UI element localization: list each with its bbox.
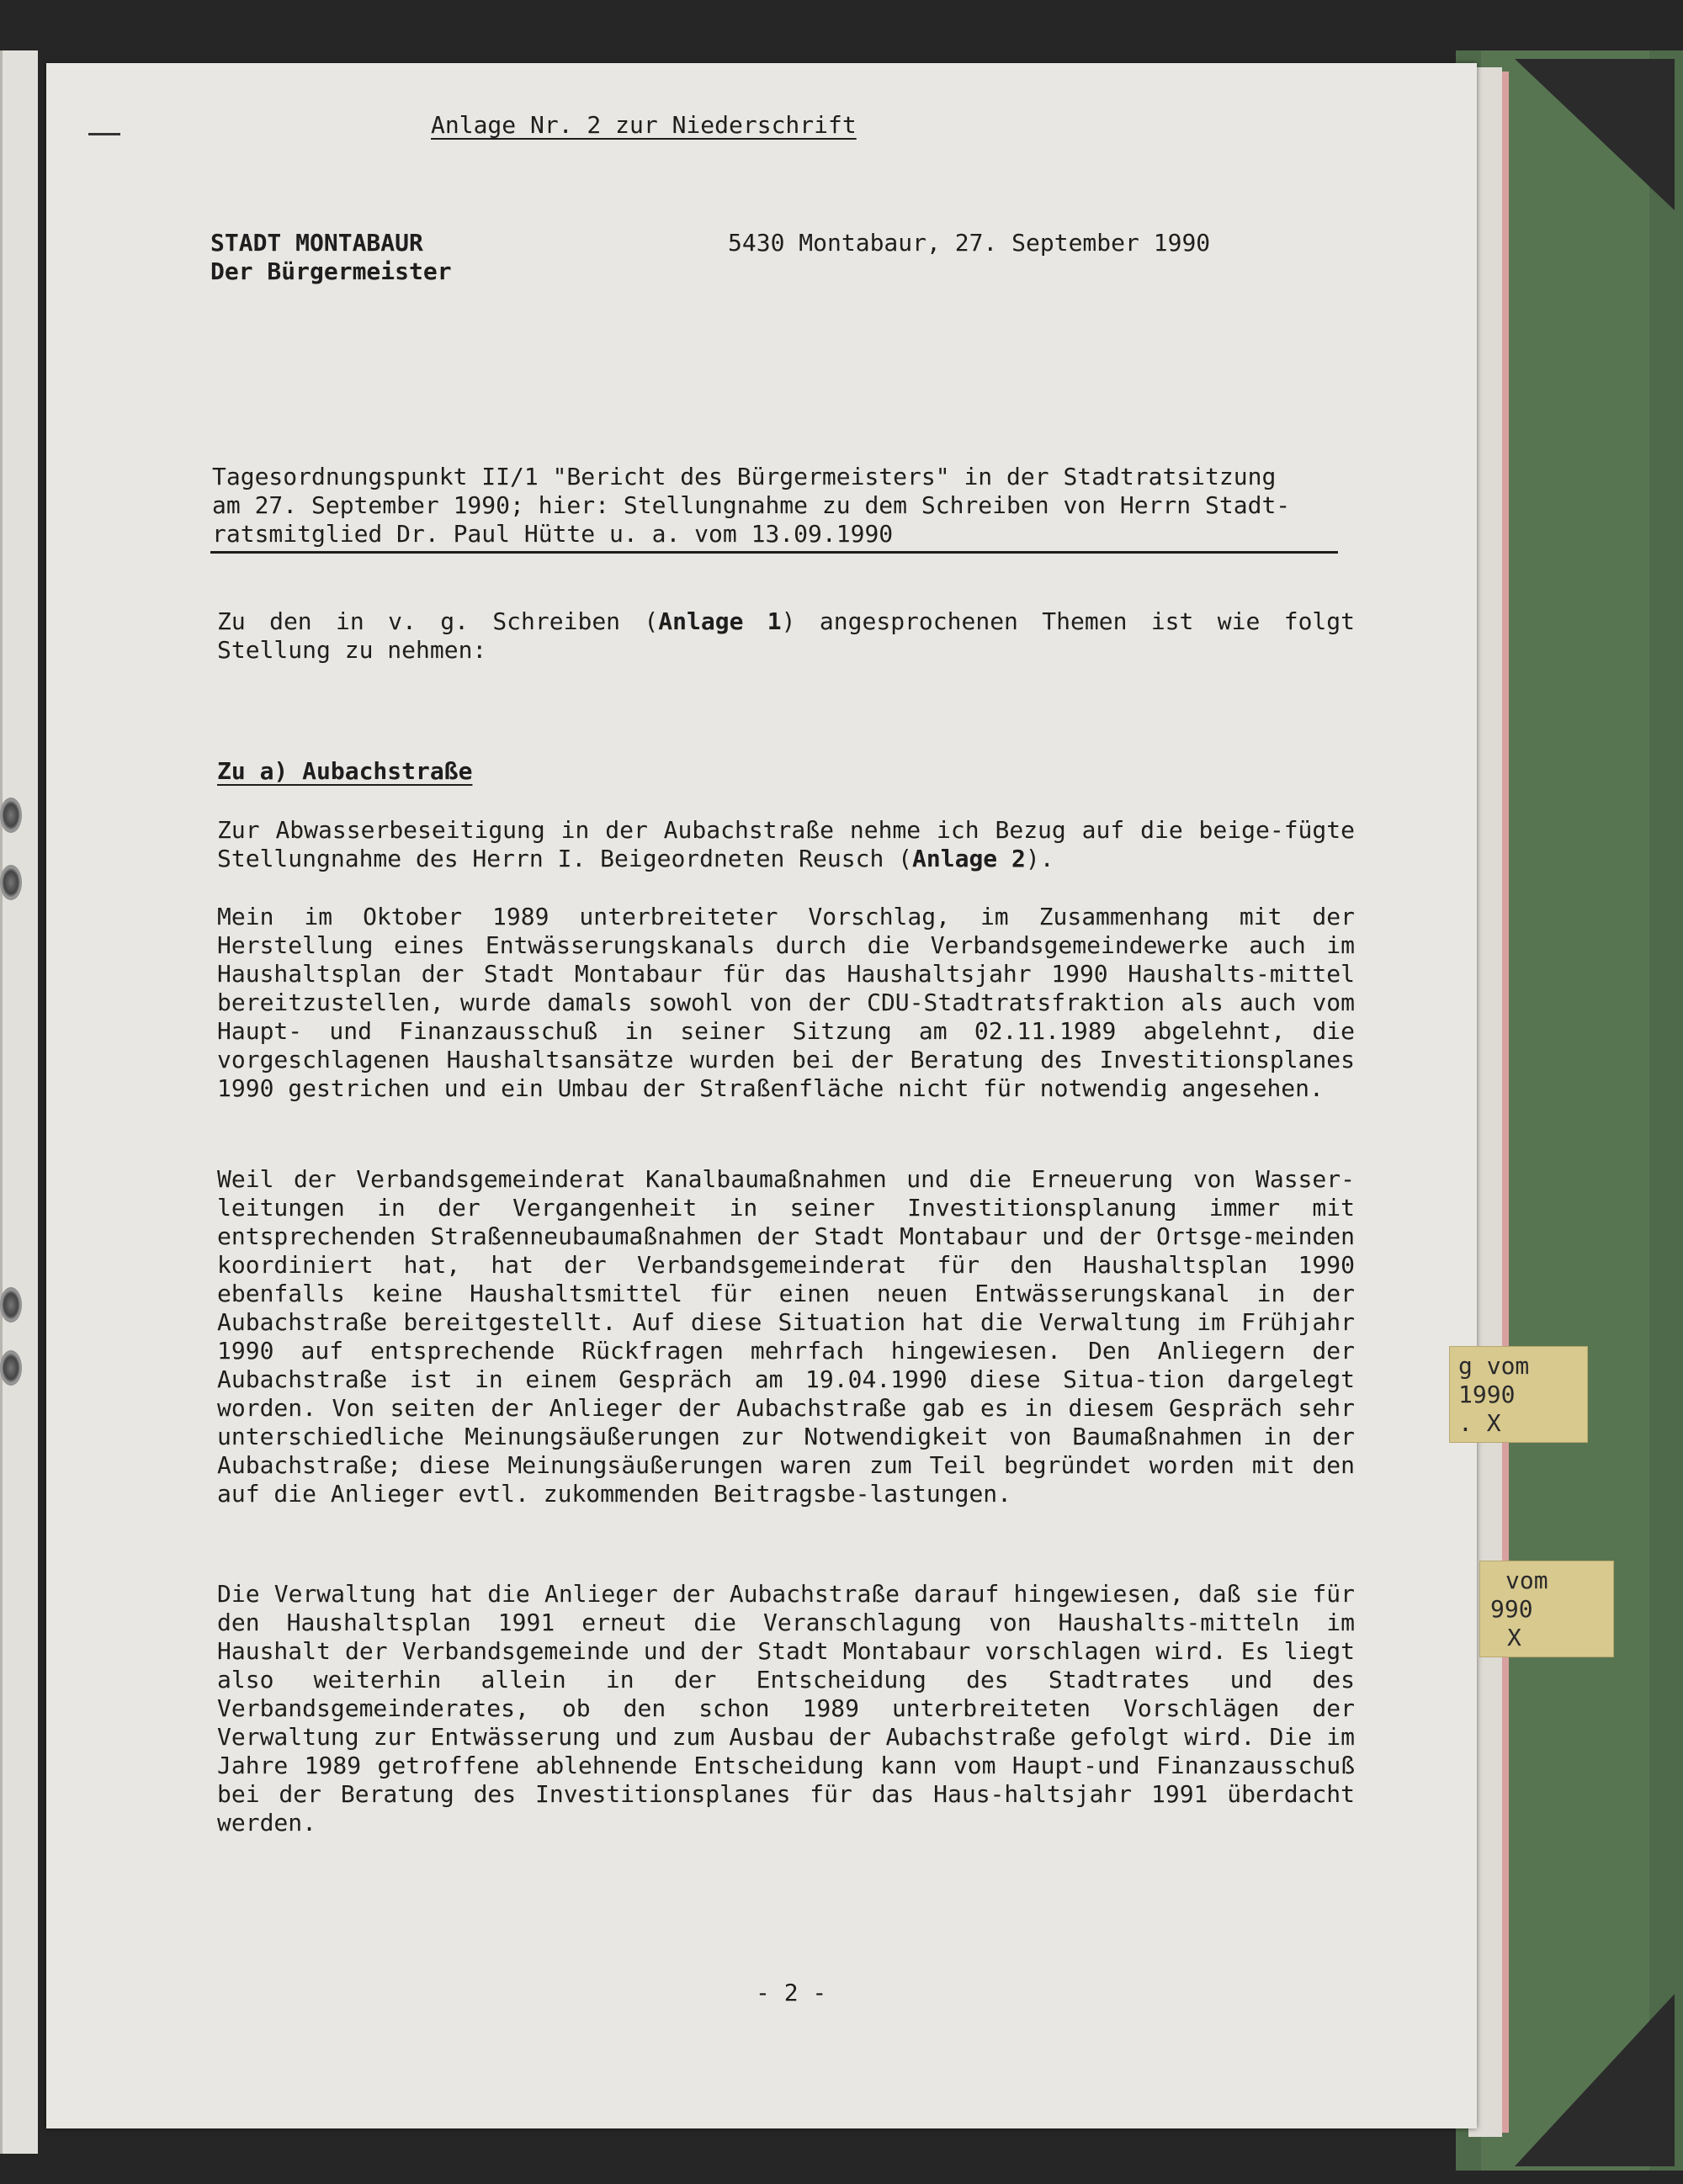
paragraph-text: Zur Abwasserbeseitigung in der Aubachstraße nehme ich Bezug auf die beige-fügte Stellungnahme des Herrn I. Beigeordneten Reusch ( bbox=[217, 816, 1355, 872]
index-tab bbox=[1449, 1346, 1588, 1443]
subject-line: am 27. September 1990; hier: Stellungnahme zu dem Schreiben von Herrn Stadt- bbox=[212, 491, 1291, 519]
sender-city: STADT MONTABAUR bbox=[210, 229, 423, 257]
punch-hole bbox=[0, 865, 22, 900]
tab-text: 1990 bbox=[1458, 1381, 1516, 1408]
annex-title: Anlage Nr. 2 zur Niederschrift bbox=[431, 111, 857, 139]
tab-text: 990 bbox=[1490, 1595, 1533, 1623]
punch-hole bbox=[0, 798, 22, 833]
subject-line: ratsmitglied Dr. Paul Hütte u. a. vom 13.09.1990 bbox=[212, 520, 894, 548]
annex-reference: Anlage 1 bbox=[658, 607, 782, 635]
left-page-edge bbox=[0, 50, 38, 2154]
paragraph-text: Die Verwaltung hat die Anlieger der Aubachstraße darauf hingewiesen, daß sie für den Haushaltsplan 1991 erneut die Veranschlagung von Haushalts-mitteln im Haushalt der Verbandsgemeinde und der Stadt Montabaur vorschlagen wird. Es liegt also weiterhin allein in der Entscheidung des Stadtrates und des Verbandsgemeinderates, ob den schon 1989 unterbreiteten Vorschlägen der Verwaltung zur Entwässerung und zum Ausbau der Aubachstraße gefolgt wird. Die im Jahre 1989 getroffene ablehnende Entscheidung kann vom Haupt-und Finanzausschuß bei der Beratung des Investitionsplanes für das Haus-haltsjahr 1991 überdacht werden. bbox=[217, 1580, 1355, 1837]
intro-paragraph bbox=[217, 607, 1355, 665]
subject-underline bbox=[210, 551, 1338, 554]
page-number: - 2 - bbox=[756, 1979, 827, 2006]
subject-line: Tagesordnungspunkt II/1 "Bericht des Bürgermeisters" in der Stadtratsitzung bbox=[212, 463, 1277, 490]
intro-text: Zu den in v. g. Schreiben ( bbox=[217, 607, 659, 635]
tab-text: . X bbox=[1458, 1409, 1501, 1437]
place-date: 5430 Montabaur, 27. September 1990 bbox=[728, 229, 1211, 257]
annex-reference: Anlage 2 bbox=[912, 845, 1026, 872]
index-tab bbox=[1479, 1561, 1614, 1657]
section-heading: Zu a) Aubachstraße bbox=[217, 757, 473, 785]
margin-mark bbox=[88, 133, 120, 135]
tab-text: vom bbox=[1505, 1566, 1548, 1594]
tab-text: g vom bbox=[1458, 1352, 1530, 1380]
paragraph bbox=[217, 1580, 1355, 1837]
paragraph-text: Mein im Oktober 1989 unterbreiteter Vorschlag, im Zusammenhang mit der Herstellung eines Entwässerungskanals durch die Verbandsgemeindewerke auch im Haushaltsplan der Stadt Montabaur für das Haushaltsjahr 1990 Haushalts-mittel bereitzustellen, wurde damals sowohl von der CDU-Stadtratsfraktion als auch vom Haupt- und Finanzausschuß in seiner Sitzung am 02.11.1989 abgelehnt, die vorgeschlagenen Haushaltsansätze wurden bei der Beratung des Investitionsplanes 1990 gestrichen und ein Umbau der Straßenfläche nicht für notwendig angesehen. bbox=[217, 903, 1355, 1102]
paragraph-text: ). bbox=[1025, 845, 1054, 872]
punch-hole bbox=[0, 1287, 22, 1323]
paragraph bbox=[217, 1165, 1355, 1508]
tab-text: X bbox=[1507, 1624, 1521, 1651]
punch-hole bbox=[0, 1350, 22, 1386]
paragraph bbox=[217, 816, 1355, 873]
intro-text: ) angesprochenen Themen ist wie folgt Stellung zu nehmen: bbox=[217, 607, 1356, 664]
sender-office: Der Bürgermeister bbox=[210, 257, 452, 285]
paragraph bbox=[217, 903, 1355, 1103]
paragraph-text: Weil der Verbandsgemeinderat Kanalbaumaßnahmen und die Erneuerung von Wasser-leitungen in der Vergangenheit in seiner Investitionsplanung immer mit entsprechenden Straßenneubaumaßnahmen der Stadt Montabaur und der Ortsge-meinden koordiniert hat, hat der Verbandsgemeinderat für den Haushaltsplan 1990 ebenfalls keine Haushaltsmittel für einen neuen Entwässerungskanal in der Aubachstraße bereitgestellt. Auf diese Situation hat die Verwaltung im Frühjahr 1990 auf entsprechende Rückfragen mehrfach hingewiesen. Den Anliegern der Aubachstraße ist in einem Gespräch am 19.04.1990 diese Situa-tion dargelegt worden. Von seiten der Anlieger der Aubachstraße gab es in diesem Gespräch sehr unterschiedliche Meinungsäußerungen zur Notwendigkeit von Baumaßnahmen in der Aubachstraße; diese Meinungsäußerungen waren zum Teil begründet worden mit den auf die Anlieger evtl. zukommenden Beitragsbe-lastungen. bbox=[217, 1165, 1355, 1508]
